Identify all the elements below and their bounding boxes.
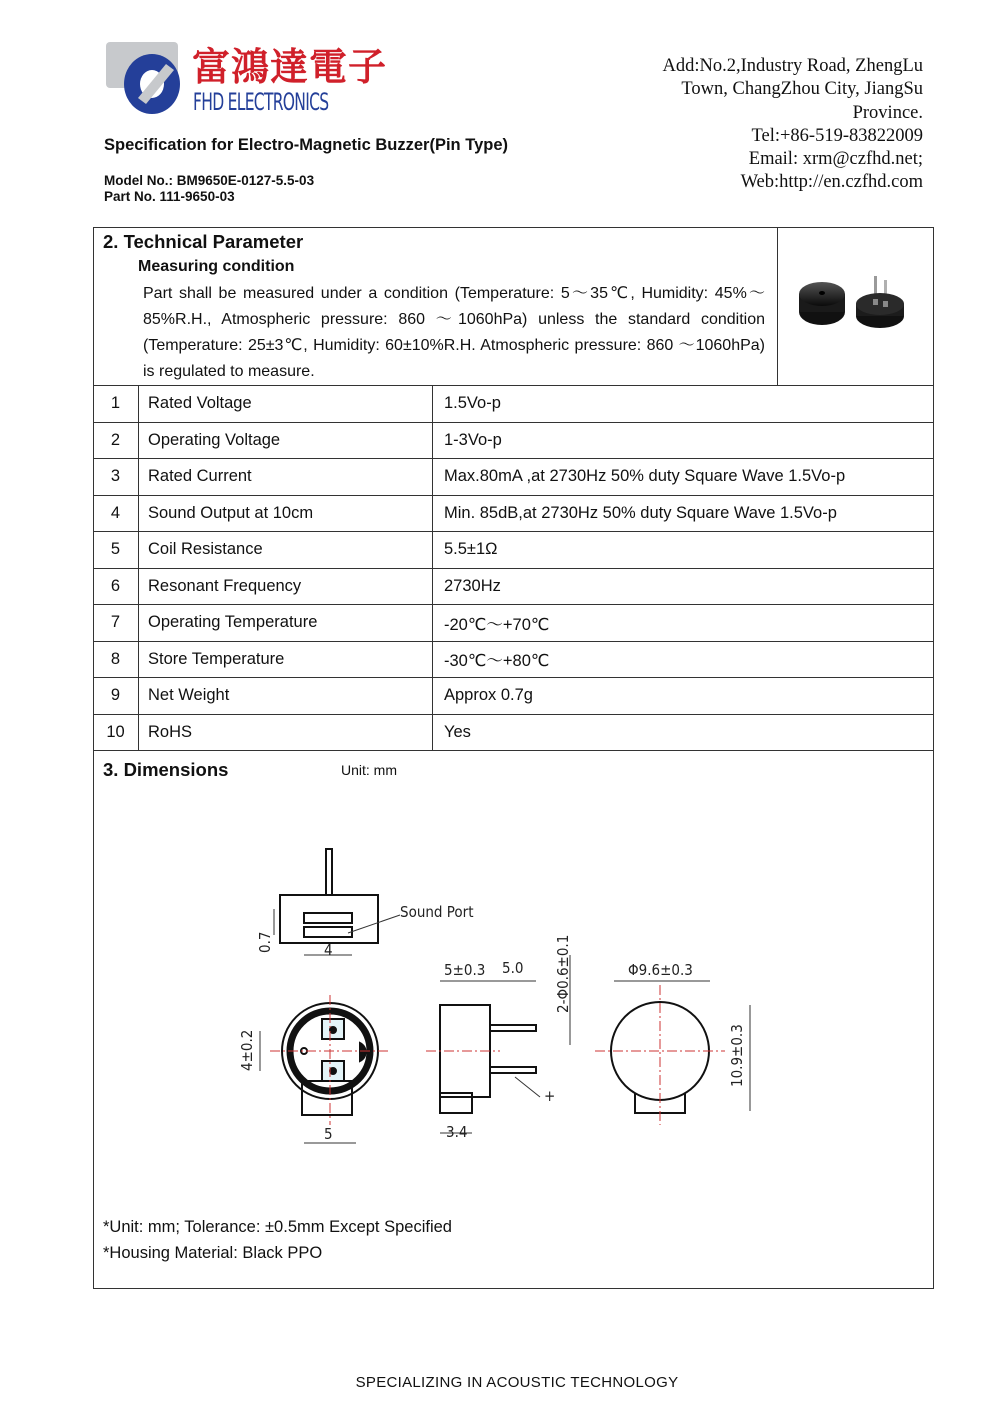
model-info xyxy=(104,173,314,205)
row-number: 7 xyxy=(93,605,139,642)
parameter-name: Net Weight xyxy=(139,678,433,715)
parameter-name: Rated Current xyxy=(139,459,433,496)
parameter-name: Store Temperature xyxy=(139,641,433,678)
row-number: 6 xyxy=(93,568,139,605)
table-row xyxy=(93,605,934,642)
parameter-name: RoHS xyxy=(139,714,433,750)
website: Web:http://en.czfhd.com xyxy=(740,172,923,193)
row-number: 2 xyxy=(93,422,139,459)
address-line: Add:No.2,Industry Road, ZhengLu xyxy=(662,56,923,76)
label-dim-diameter: Φ9.6±0.3 xyxy=(628,961,693,979)
table-row xyxy=(93,678,934,715)
footer-slogan: SPECIALIZING IN ACOUSTIC TECHNOLOGY xyxy=(355,1374,679,1391)
technical-section-title: 2. Technical Parameter xyxy=(103,231,304,252)
parameter-name: Operating Temperature xyxy=(139,605,433,642)
logo-english-name: FHD ELECTRONICS xyxy=(193,88,329,116)
buzzer-photo xyxy=(792,268,922,338)
address-line: Town, ChangZhou City, JiangSu xyxy=(681,79,923,100)
table-row xyxy=(93,714,934,750)
parameter-name: Resonant Frequency xyxy=(139,568,433,605)
company-address xyxy=(662,55,923,195)
address-line: Province. xyxy=(852,102,923,123)
row-number: 3 xyxy=(93,459,139,496)
table-row xyxy=(93,641,934,678)
note-tolerance: *Unit: mm; Tolerance: ±0.5mm Except Specified xyxy=(103,1218,452,1236)
row-number: 1 xyxy=(93,386,139,423)
spec-title: Specification for Electro-Magnetic Buzzer(Pin Type) xyxy=(104,136,509,154)
parameter-name: Rated Voltage xyxy=(139,386,433,423)
row-number: 8 xyxy=(93,641,139,678)
parameter-value: Approx 0.7g xyxy=(433,678,935,715)
table-row xyxy=(93,568,934,605)
parameter-table xyxy=(93,385,934,750)
label-dim-3-4: 3.4 xyxy=(446,1123,468,1141)
table-bottom-rule xyxy=(93,750,934,751)
parameter-name: Coil Resistance xyxy=(139,532,433,569)
label-dim-5-03: 5±0.3 xyxy=(444,961,486,979)
label-dim-4-side: 4±0.2 xyxy=(238,1029,256,1071)
logo-chinese-name: 富鴻達電子 xyxy=(192,45,388,89)
parameter-value: -30℃～+80℃ xyxy=(433,641,935,678)
part-number: Part No. 111-9650-03 xyxy=(104,189,235,204)
parameter-name: Sound Output at 10cm xyxy=(139,495,433,532)
label-dim-height: 10.9±0.3 xyxy=(728,1024,746,1087)
dimension-drawing xyxy=(230,835,790,1155)
row-number: 10 xyxy=(93,714,139,750)
parameter-value: Yes xyxy=(433,714,935,750)
note-housing-material: *Housing Material: Black PPO xyxy=(103,1244,323,1262)
parameter-name: Operating Voltage xyxy=(139,422,433,459)
table-row xyxy=(93,532,934,569)
table-row xyxy=(93,386,934,423)
label-sound-port: Sound Port xyxy=(400,903,474,921)
dimensions-section-title: 3. Dimensions xyxy=(103,759,229,780)
table-row xyxy=(93,459,934,496)
measuring-condition-text: Part shall be measured under a condition (Temperature: 5～35℃, Humidity: 45%～85%R.H., Atmospheric pressure: 860 ～1060hPa) unless the standard condition (Temperature: 25±3℃, Humidity: 60±10%R.H. Atmospheric pressure: 860 ～1060hPa) is regulated to measure. xyxy=(143,285,765,380)
label-plus: + xyxy=(544,1087,556,1105)
label-dim-pin: 2-Φ0.6±0.1 xyxy=(554,934,572,1013)
email: Email: xrm@czfhd.net; xyxy=(748,149,923,170)
table-row xyxy=(93,422,934,459)
label-dim-5-0: 5.0 xyxy=(502,959,524,977)
parameter-value: 1-3Vo-p xyxy=(433,422,935,459)
label-dim-07: 0.7 xyxy=(256,931,274,953)
row-number: 4 xyxy=(93,495,139,532)
row-number: 5 xyxy=(93,532,139,569)
parameter-value: 1.5Vo-p xyxy=(433,386,935,423)
parameter-value: Max.80mA ,at 2730Hz 50% duty Square Wave 1.5Vo-p xyxy=(433,459,935,496)
label-dim-4-top: 4 xyxy=(324,941,333,959)
phone: Tel:+86-519-83822009 xyxy=(751,125,923,146)
table-row xyxy=(93,495,934,532)
parameter-value: Min. 85dB,at 2730Hz 50% duty Square Wave 1.5Vo-p xyxy=(433,495,935,532)
parameter-value: 2730Hz xyxy=(433,568,935,605)
parameter-value: 5.5±1Ω xyxy=(433,532,935,569)
model-number: Model No.: BM9650E-0127-5.5-03 xyxy=(104,173,315,188)
row-number: 9 xyxy=(93,678,139,715)
measuring-condition-title: Measuring condition xyxy=(138,258,295,275)
label-dim-5-bottom: 5 xyxy=(324,1125,333,1143)
parameter-value: -20℃～+70℃ xyxy=(433,605,935,642)
dimensions-unit: Unit: mm xyxy=(341,762,397,778)
